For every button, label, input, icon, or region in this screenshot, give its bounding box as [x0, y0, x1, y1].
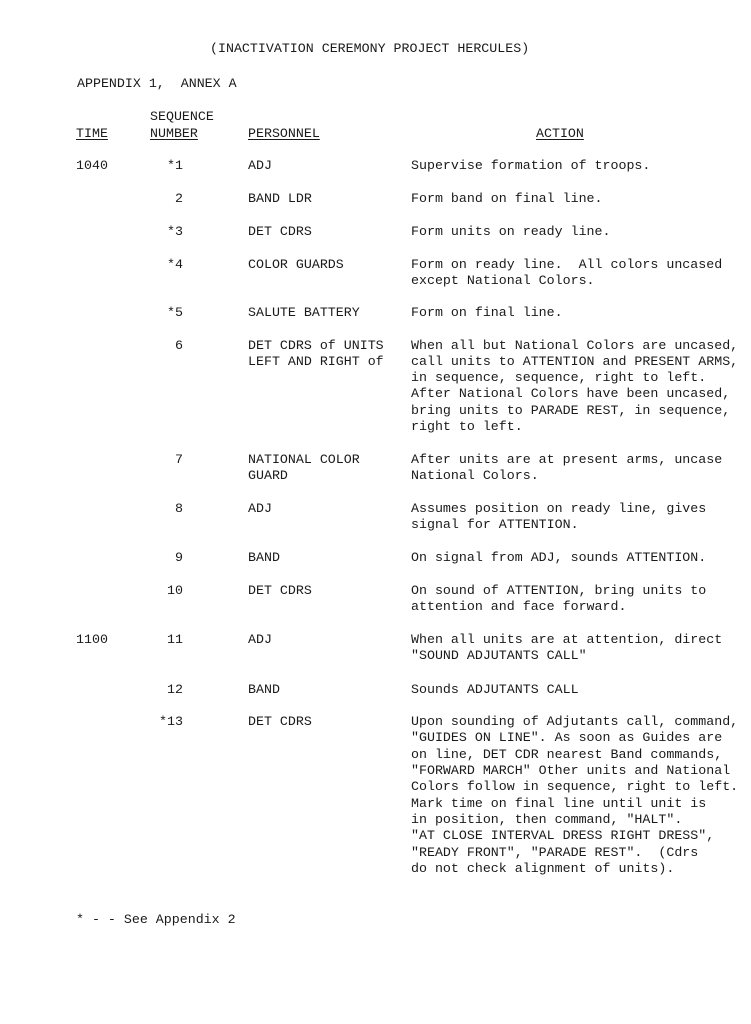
row-action: except National Colors.: [411, 273, 595, 288]
row-action: Sounds ADJUTANTS CALL: [411, 682, 579, 697]
row-action: in sequence, sequence, right to left.: [411, 370, 707, 385]
row-time: 1100: [76, 632, 108, 647]
row-action: Colors follow in sequence, right to left.: [411, 779, 739, 794]
row-action: Form on ready line. All colors uncased: [411, 257, 723, 272]
footnote: * - - See Appendix 2: [76, 912, 236, 927]
row-personnel: DET CDRS of UNITS: [248, 338, 384, 353]
row-action: On signal from ADJ, sounds ATTENTION.: [411, 550, 707, 565]
row-action: "FORWARD MARCH" Other units and National: [411, 763, 731, 778]
row-action: "GUIDES ON LINE". As soon as Guides are: [411, 730, 723, 745]
row-action: Form on final line.: [411, 305, 563, 320]
row-action: right to left.: [411, 419, 523, 434]
row-action: Supervise formation of troops.: [411, 158, 651, 173]
row-sequence: 10: [167, 583, 183, 598]
row-action: When all but National Colors are uncased,: [411, 338, 739, 353]
row-action: Mark time on final line until unit is: [411, 796, 707, 811]
row-action: After units are at present arms, uncase: [411, 452, 723, 467]
row-sequence: 12: [167, 682, 183, 697]
row-sequence: *5: [167, 305, 183, 320]
row-action: Form band on final line.: [411, 191, 603, 206]
row-personnel: BAND LDR: [248, 191, 312, 206]
row-personnel: DET CDRS: [248, 583, 312, 598]
column-header-personnel: PERSONNEL: [248, 126, 320, 141]
row-personnel: ADJ: [248, 501, 272, 516]
row-time: 1040: [76, 158, 108, 173]
row-personnel: COLOR GUARDS: [248, 257, 344, 272]
row-action: "SOUND ADJUTANTS CALL": [411, 648, 587, 663]
column-header-sequence-top: SEQUENCE: [150, 109, 214, 124]
column-header-sequence-bottom: NUMBER: [150, 126, 198, 141]
row-personnel: DET CDRS: [248, 224, 312, 239]
row-action: National Colors.: [411, 468, 539, 483]
column-header-time: TIME: [76, 126, 108, 141]
row-action: in position, then command, "HALT".: [411, 812, 683, 827]
row-personnel: NATIONAL COLOR: [248, 452, 360, 467]
row-action: call units to ATTENTION and PRESENT ARMS,: [411, 354, 739, 369]
row-sequence: 6: [175, 338, 183, 353]
row-action: On sound of ATTENTION, bring units to: [411, 583, 707, 598]
row-sequence: 2: [175, 191, 183, 206]
row-action: "AT CLOSE INTERVAL DRESS RIGHT DRESS",: [411, 828, 715, 843]
row-sequence: *13: [159, 714, 183, 729]
row-action: When all units are at attention, direct: [411, 632, 723, 647]
row-personnel: GUARD: [248, 468, 288, 483]
row-personnel: DET CDRS: [248, 714, 312, 729]
row-action: Assumes position on ready line, gives: [411, 501, 707, 516]
row-personnel: ADJ: [248, 632, 272, 647]
row-sequence: 7: [175, 452, 183, 467]
row-action: Upon sounding of Adjutants call, command,: [411, 714, 739, 729]
column-header-action: ACTION: [536, 126, 584, 141]
row-sequence: 9: [175, 550, 183, 565]
document-title: (INACTIVATION CEREMONY PROJECT HERCULES): [210, 41, 530, 56]
row-action: "READY FRONT", "PARADE REST". (Cdrs: [411, 845, 699, 860]
row-action: do not check alignment of units).: [411, 861, 675, 876]
row-action: attention and face forward.: [411, 599, 627, 614]
appendix-label: APPENDIX 1, ANNEX A: [77, 76, 237, 91]
row-personnel: ADJ: [248, 158, 272, 173]
row-sequence: *4: [167, 257, 183, 272]
row-action: on line, DET CDR nearest Band commands,: [411, 747, 723, 762]
row-sequence: *1: [167, 158, 183, 173]
row-personnel: BAND: [248, 682, 280, 697]
row-sequence: 8: [175, 501, 183, 516]
row-action: signal for ATTENTION.: [411, 517, 579, 532]
row-sequence: *3: [167, 224, 183, 239]
row-sequence: 11: [167, 632, 183, 647]
row-action: Form units on ready line.: [411, 224, 611, 239]
row-action: After National Colors have been uncased,: [411, 386, 731, 401]
row-personnel: SALUTE BATTERY: [248, 305, 360, 320]
row-personnel: BAND: [248, 550, 280, 565]
row-personnel: LEFT AND RIGHT of: [248, 354, 384, 369]
row-action: bring units to PARADE REST, in sequence,: [411, 403, 731, 418]
